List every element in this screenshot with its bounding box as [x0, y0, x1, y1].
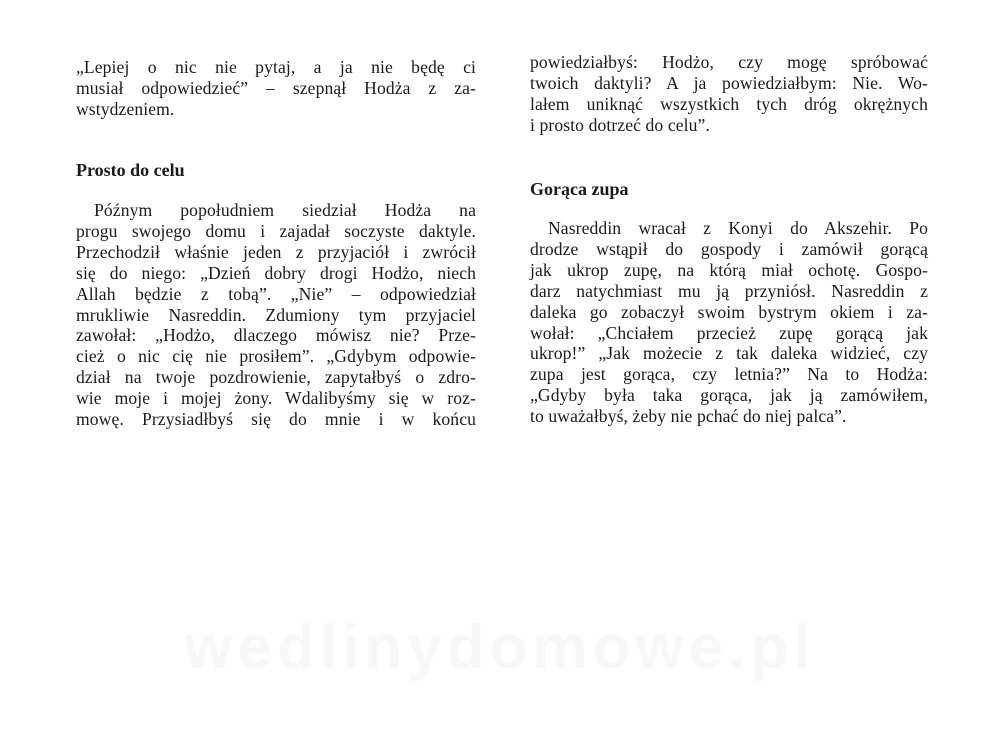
text-line: zupa jest gorąca, czy letnia?” Na to Hodża: — [530, 364, 928, 385]
story-paragraph — [76, 200, 476, 430]
text-line: dział na twoje pozdrowienie, zapytałbyś o zdro- — [76, 367, 476, 388]
continuation-paragraph — [530, 52, 928, 136]
text-line: mowę. Przysiadłbyś się do mnie i w końcu — [76, 409, 476, 430]
text-line: Allah będzie z tobą”. „Nie” – odpowiedział — [76, 283, 476, 304]
text-line: się do niego: „Dzień dobry drogi Hodżo, niech — [76, 262, 476, 283]
section-title-prosto-do-celu: Prosto do celu — [76, 160, 185, 180]
text-line: lałem uniknąć wszystkich tych dróg okrężnych — [530, 93, 928, 114]
text-line: mrukliwie Nasreddin. Zdumiony tym przyjaciel — [76, 304, 476, 325]
text-line: zawołał: „Hodżo, dlaczego mówisz nie? Prze- — [76, 325, 476, 346]
text-line: progu swojego domu i zajadał soczyste daktyle. — [76, 220, 476, 241]
watermark: wedlinydomowe.pl — [184, 613, 816, 682]
text-line: Przechodził właśnie jeden z przyjaciół i zwrócił — [76, 241, 476, 262]
text-line: musiał odpowiedzieć” – szepnął Hodża z za- — [76, 77, 476, 98]
text-line: darz natychmiast mu ją przyniósł. Nasreddin z — [530, 280, 928, 301]
text-line: Nasreddin wracał z Konyi do Akszehir. Po — [548, 218, 928, 238]
text-line: Późnym popołudniem siedział Hodża na — [94, 200, 476, 220]
text-line: powiedziałbyś: Hodżo, czy mogę spróbować — [530, 52, 928, 72]
text-line: to uważałbyś, żeby nie pchać do niej palca”. — [530, 406, 847, 427]
text-line: twoich daktyli? A ja powiedziałbym: Nie. Wo- — [530, 72, 928, 93]
text-line: ukrop!” „Jak możecie z tak daleka widzieć, czy — [530, 343, 928, 364]
text-line: wie moje i mojej żony. Wdalibyśmy się w roz- — [76, 388, 476, 409]
story-paragraph — [530, 218, 928, 427]
text-line: „Lepiej o nic nie pytaj, a ja nie będę ci — [76, 57, 476, 77]
intro-paragraph — [76, 57, 476, 120]
section-title-goraca-zupa: Gorąca zupa — [530, 179, 629, 199]
text-line: daleka go zobaczył swoim bystrym okiem i za- — [530, 301, 928, 322]
text-line: wstydzeniem. — [76, 98, 175, 119]
text-line: wołał: „Chciałem przecież zupę gorącą jak — [530, 322, 928, 343]
text-line: drodze wstąpił do gospody i zamówił gorącą — [530, 238, 928, 259]
text-line: „Gdyby była taka gorąca, jak ją zamówiłem, — [530, 385, 928, 406]
text-line: cież o nic cię nie prosiłem”. „Gdybym odpowie- — [76, 346, 476, 367]
text-line: i prosto dotrzeć do celu”. — [530, 114, 710, 135]
text-line: jak ukrop zupę, na którą miał ochotę. Gospo- — [530, 259, 928, 280]
